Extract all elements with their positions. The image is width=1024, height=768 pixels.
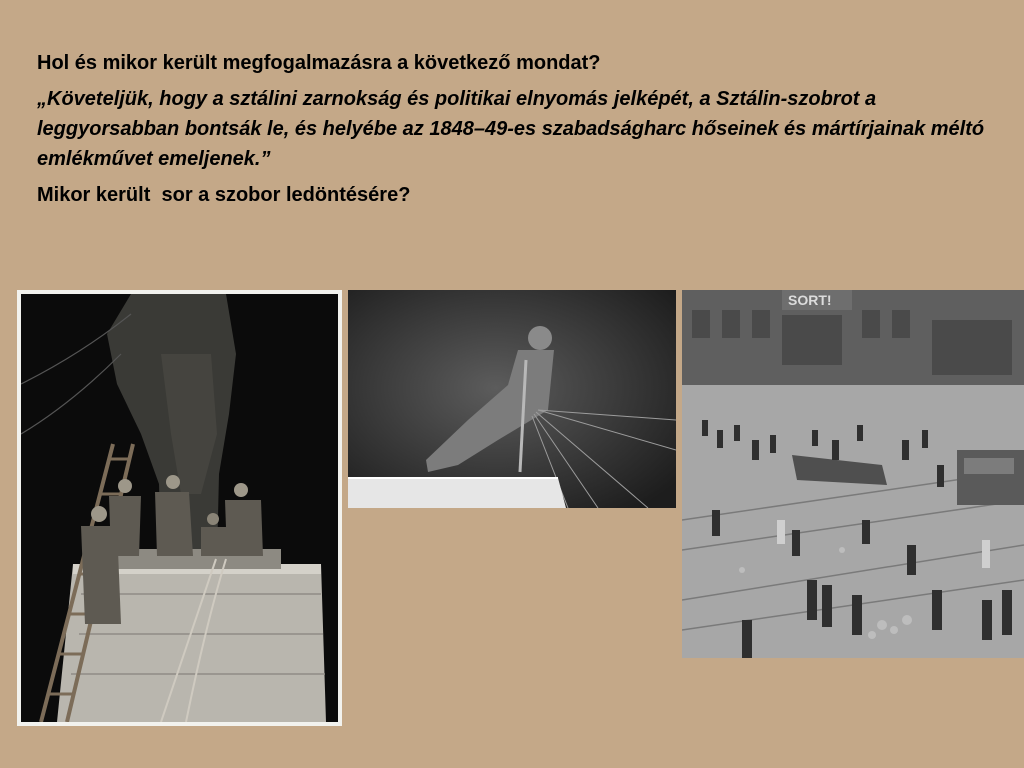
crowd-photo-image — [682, 290, 1024, 658]
question-where-when: Hol és mikor került megfogalmazásra a következő mondat? — [37, 52, 601, 74]
question-statue-toppling: Mikor került sor a szobor ledöntésére? — [37, 184, 411, 206]
demand-quote: „Követeljük, hogy a sztálini zarnokság és politikai elnyomás jelképét, a Sztálin-szobrot a leggyorsabban bontsák le, és helyébe az 1848–49-es szabadságharc hőseinek és mártírjainak méltó emlékművet emeljenek.” — [37, 88, 985, 170]
photo-men-on-pedestal — [17, 290, 342, 726]
photo-crowd-toppled-statue — [682, 290, 1024, 658]
fog-photo-image — [348, 290, 676, 508]
pedestal-photo-image — [21, 294, 338, 722]
photo-statue-cables-fog — [348, 290, 676, 508]
slide-text — [37, 48, 997, 210]
shop-sign: SORT! — [788, 292, 832, 308]
